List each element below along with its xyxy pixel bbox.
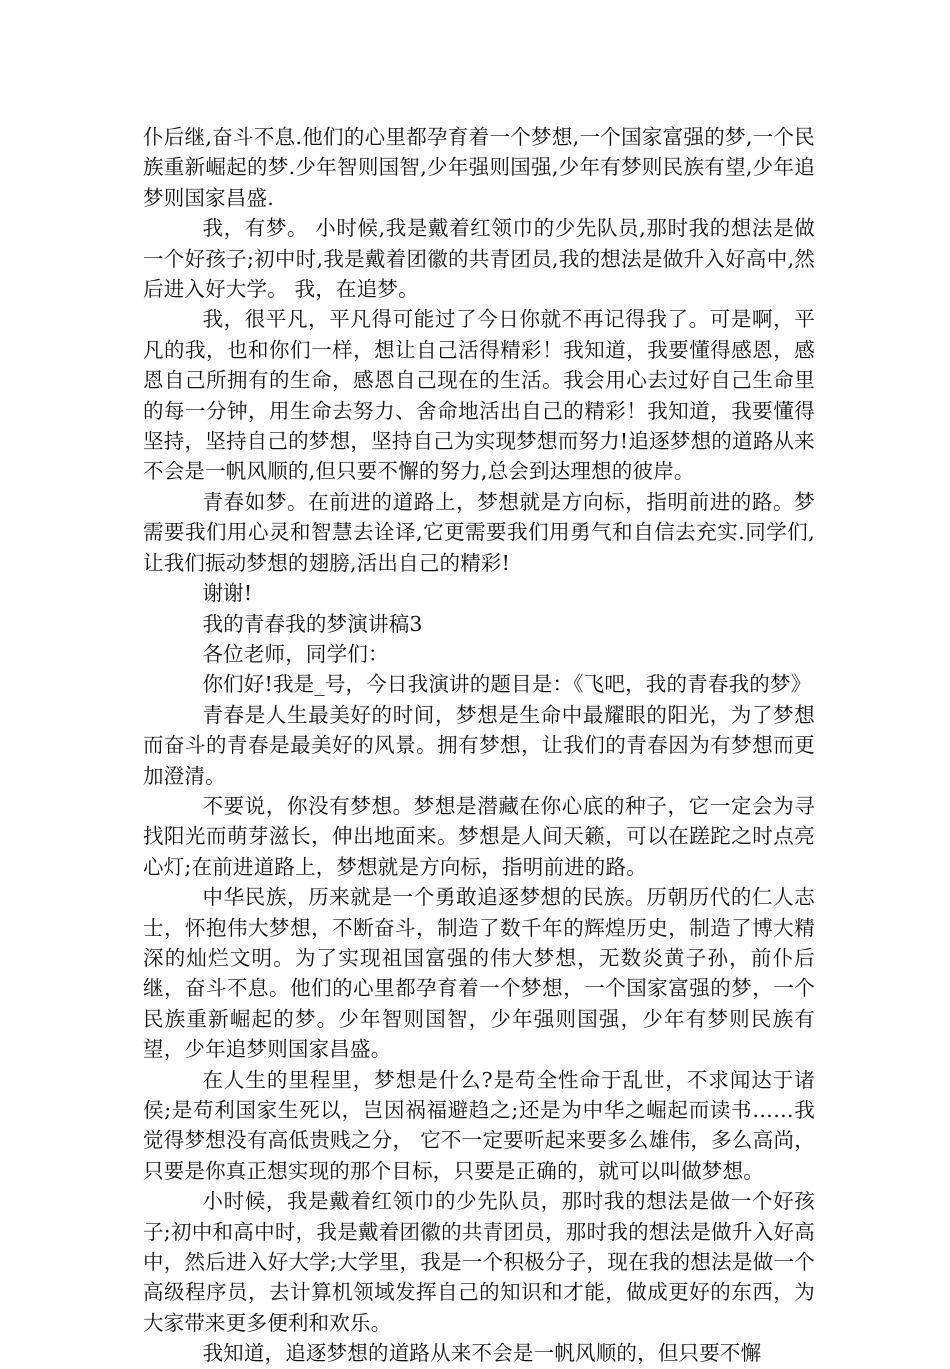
- section-title: 我的青春我的梦演讲稿3: [202, 611, 423, 636]
- paragraph: 我，很平凡，平凡得可能过了今日你就不再记得我了。可是啊，平凡的我，也和你们一样，想让自己活得精彩！我知道，我要懂得感恩，感恩自己所拥有的生命，感恩自己现在的生活。我会用心去过好自己生命里的每一分钟，用生命去努力、舍命地活出自己的精彩！我知道，我要懂得坚持，坚持自己的梦想，坚持自己为实现梦想而努力!追逐梦想的道路从来不会是一帆风顺的,但只要不懈的努力,总会到达理想的彼岸。: [143, 307, 815, 484]
- paragraph: 仆后继,奋斗不息.他们的心里都孕育着一个梦想,一个国家富强的梦,一个民族重新崛起的梦.少年智则国智,少年强则国强,少年有梦则民族有望,少年追梦则国家昌盛.: [143, 125, 815, 210]
- paragraph: 你们好!我是_号，今日我演讲的题目是：《飞吧，我的青春我的梦》: [202, 672, 812, 697]
- document-body: [143, 122, 815, 1369]
- paragraph: 我知道，追逐梦想的道路从来不会是一帆风顺的，但只要不懈: [202, 1341, 762, 1366]
- paragraph: 中华民族，历来就是一个勇敢追逐梦想的民族。历朝历代的仁人志士，怀抱伟大梦想，不断奋斗，制造了数千年的辉煌历史，制造了博大精深的灿烂文明。为了实现祖国富强的伟大梦想，无数炎黄子孙，前仆后继，奋斗不息。他们的心里都孕育着一个梦想，一个国家富强的梦，一个民族重新崛起的梦。少年智则国智，少年强则国强，少年有梦则民族有望，少年追梦则国家昌盛。: [143, 885, 815, 1062]
- closing-line: 谢谢!: [202, 581, 253, 606]
- paragraph: 青春是人生最美好的时间，梦想是生命中最耀眼的阳光，为了梦想而奋斗的青春是最美好的风景。拥有梦想，让我们的青春因为有梦想而更加澄清。: [143, 702, 815, 788]
- paragraph: 青春如梦。在前进的道路上，梦想就是方向标，指明前进的路。梦需要我们用心灵和智慧去诠译,它更需要我们用勇气和自信去充实.同学们,让我们振动梦想的翅膀,活出自己的精彩!: [143, 489, 815, 575]
- salutation: 各位老师，同学们：: [202, 641, 389, 666]
- paragraph: 我，有梦。 小时候,我是戴着红领巾的少先队员,那时我的想法是做一个好孩子;初中时,我是戴着团徽的共青团员,我的想法是做升入好高中,然后进入好大学。 我，在追梦。: [143, 216, 815, 302]
- paragraph: 在人生的里程里，梦想是什么?是苟全性命于乱世，不求闻达于诸侯;是苟利国家生死以，岂因祸福避趋之;还是为中华之崛起而读书……我觉得梦想没有高低贵贱之分， 它不一定要听起来要多么雄伟，多么高尚，只要是你真正想实现的那个目标，只要是正确的，就可以叫做梦想。: [143, 1067, 815, 1183]
- paragraph: 小时候，我是戴着红领巾的少先队员，那时我的想法是做一个好孩子;初中和高中时，我是戴着团徽的共青团员，那时我的想法是做升入好高中，然后进入好大学;大学里，我是一个积极分子，现在我的想法是做一个高级程序员，去计算机领域发挥自己的知识和才能，做成更好的东西，为大家带来更多便利和欢乐。: [143, 1189, 815, 1335]
- paragraph: 不要说，你没有梦想。梦想是潜藏在你心底的种子，它一定会为寻找阳光而萌芽滋长，伸出地面来。梦想是人间天籁，可以在蹉跎之时点亮心灯;在前进道路上，梦想就是方向标，指明前进的路。: [143, 793, 815, 879]
